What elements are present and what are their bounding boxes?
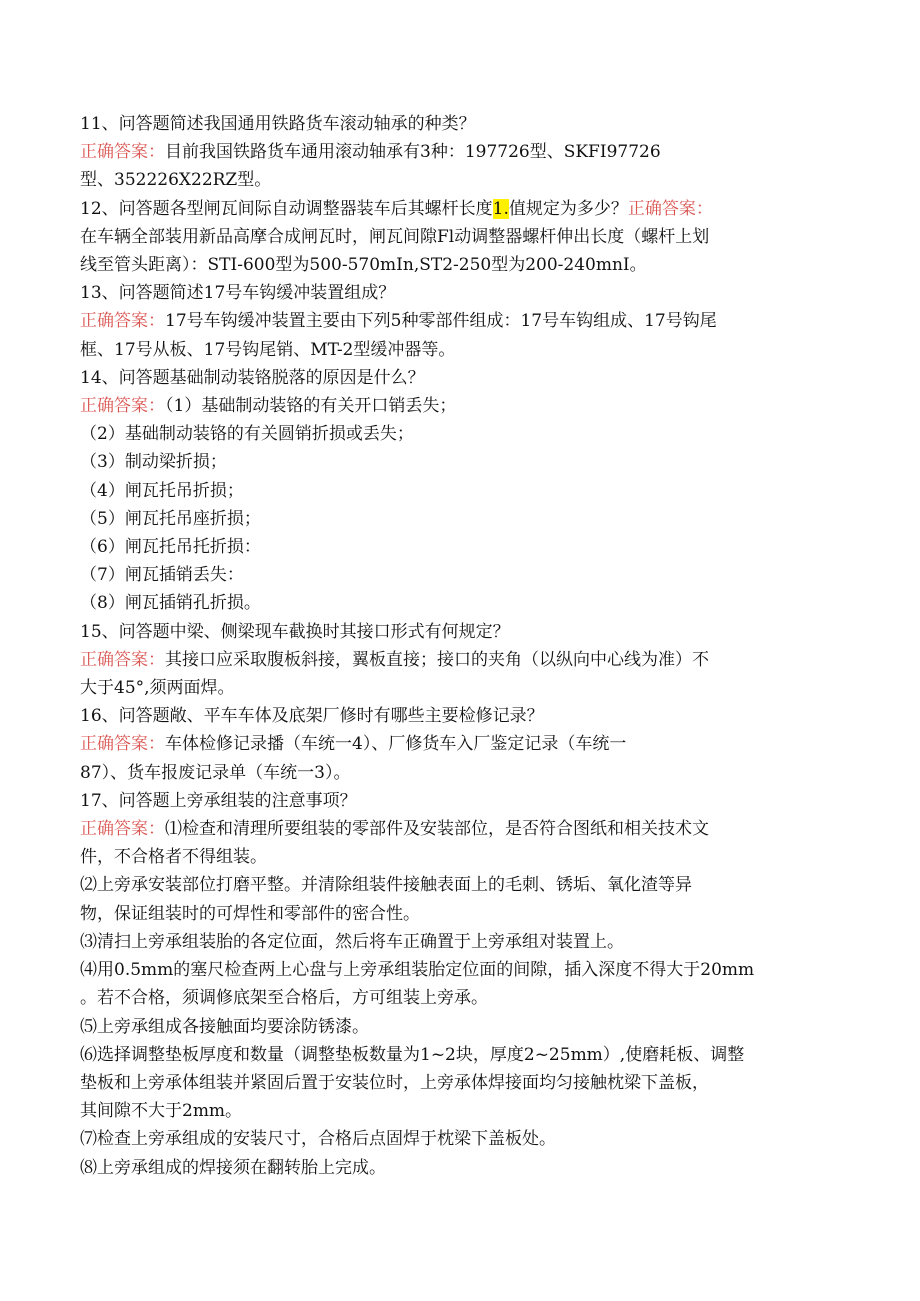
answer-text: 车体检修记录播（车统一4）、厂修货车入厂鉴定记录（车统一 bbox=[165, 734, 627, 755]
answer-11-line-2: 型、352226X22RZ型。 bbox=[80, 170, 272, 191]
answer-14-item: （4）闸瓦托吊折损； bbox=[80, 480, 244, 501]
answer-17-line: 物，保证组装时的可焊性和零部件的密合性。 bbox=[80, 903, 420, 924]
question-16: 16、问答题敞、平车车体及底架厂修时有哪些主要检修记录？ bbox=[80, 706, 544, 727]
answer-17-line: ⑹选择调整垫板厚度和数量（调整垫板数量为1~2块，厚度2~25mm）,使磨耗板、调整 bbox=[80, 1044, 745, 1065]
answer-17-line: ⑸上旁承组成各接触面均要涂防锈漆。 bbox=[80, 1016, 369, 1037]
document-content bbox=[80, 110, 840, 1182]
answer-17-line: ⑵上旁承安装部位打磨平整。并清除组装件接触表面上的毛刺、锈垢、氧化渣等异 bbox=[80, 875, 692, 896]
question-17: 17、问答题上旁承组装的注意事项？ bbox=[80, 790, 357, 811]
answer-12-line-2: 线至管头距离）：STI-600型为500-570mIn,ST2-250型为200-240mnI。 bbox=[80, 255, 647, 276]
answer-17-line: ⑺检查上旁承组成的安装尺寸，合格后点固焊于枕梁下盖板处。 bbox=[80, 1129, 556, 1150]
answer-17-line: ⑻上旁承组成的焊接须在翻转胎上完成。 bbox=[80, 1157, 386, 1178]
answer-13-line-1 bbox=[80, 307, 840, 335]
highlighted-text: 1. bbox=[492, 198, 509, 219]
question-13: 13、问答题简述17号车钩缓冲装置组成？ bbox=[80, 283, 396, 304]
answer-17-line: 垫板和上旁承体组装并紧固后置于安装位时，上旁承体焊接面均匀接触枕梁下盖板， bbox=[80, 1072, 709, 1093]
answer-17-line: ⑶清扫上旁承组装胎的各定位面，然后将车正确置于上旁承组对装置上。 bbox=[80, 931, 624, 952]
answer-label: 正确答案： bbox=[80, 649, 165, 670]
answer-label: 正确答案： bbox=[80, 142, 165, 163]
answer-17-line: 其间隙不大于2mm。 bbox=[80, 1101, 243, 1122]
answer-label: 正确答案： bbox=[80, 311, 165, 332]
answer-text: （1）基础制动装铬的有关开口销丢失； bbox=[165, 396, 457, 417]
answer-14-item: （2）基础制动装铬的有关圆销折损或丢失； bbox=[80, 424, 414, 445]
answer-13-line-2: 框、17号从板、17号钩尾销、MT-2型缓冲器等。 bbox=[80, 339, 456, 360]
answer-14-item: （7）闸瓦插销丢失： bbox=[80, 565, 244, 586]
answer-label: 正确答案： bbox=[80, 734, 165, 755]
answer-17-line-1 bbox=[80, 815, 840, 843]
answer-17-line: 。若不合格，须调修底架至合格后，方可组装上旁承。 bbox=[80, 988, 488, 1009]
answer-text: 17号车钩缓冲装置主要由下列5种零部件组成：17号车钩组成、17号钩尾 bbox=[165, 311, 717, 332]
question-text-continued: 值规定为多少？ bbox=[508, 198, 628, 219]
answer-17-line: ⑷用0.5mm的塞尺检查两上心盘与上旁承组装胎定位面的间隙，插入深度不得大于20mm bbox=[80, 960, 755, 981]
answer-14-line-1 bbox=[80, 392, 840, 420]
answer-text: 其接口应采取腹板斜接，翼板直接；接口的夹角（以纵向中心线为准）不 bbox=[165, 649, 709, 670]
question-11: 11、问答题简述我国通用铁路货车滚动轴承的种类？ bbox=[80, 114, 476, 134]
answer-16-line-1 bbox=[80, 730, 840, 758]
answer-15-line-1 bbox=[80, 646, 840, 674]
answer-12-line-1: 在车辆全部装用新品高摩合成闸瓦时，闸瓦间隙Fl动调整器螺杆伸出长度（螺杆上划 bbox=[80, 226, 710, 247]
answer-14-item: （5）闸瓦托吊座折损； bbox=[80, 508, 261, 529]
answer-17-line: 件，不合格者不得组装。 bbox=[80, 847, 267, 868]
question-15: 15、问答题中梁、侧梁现车截换时其接口形式有何规定？ bbox=[80, 621, 510, 642]
answer-14-item: （6）闸瓦托吊托折损： bbox=[80, 537, 261, 558]
answer-text: 目前我国铁路货车通用滚动轴承有3种：197726型、SKFI97726 bbox=[165, 142, 661, 163]
answer-15-line-2: 大于45°,须两面焊。 bbox=[80, 678, 235, 699]
answer-label: 正确答案： bbox=[80, 396, 165, 417]
question-12 bbox=[80, 195, 840, 223]
answer-14-item: （3）制动梁折损； bbox=[80, 452, 227, 473]
answer-label: 正确答案： bbox=[627, 198, 713, 219]
question-text: 12、问答题各型闸瓦间际自动调整器装车后其螺杆长度 bbox=[80, 198, 493, 219]
answer-label: 正确答案： bbox=[80, 819, 165, 840]
answer-16-line-2: 87）、货车报废记录单（车统一3）。 bbox=[80, 762, 351, 783]
answer-11-line-1 bbox=[80, 138, 840, 166]
answer-14-item: （8）闸瓦插销孔折损。 bbox=[80, 593, 261, 614]
answer-text: ⑴检查和清理所要组装的零部件及安装部位，是否符合图纸和相关技术文 bbox=[165, 819, 709, 840]
question-14: 14、问答题基础制动装铬脱落的原因是什么？ bbox=[80, 367, 425, 388]
